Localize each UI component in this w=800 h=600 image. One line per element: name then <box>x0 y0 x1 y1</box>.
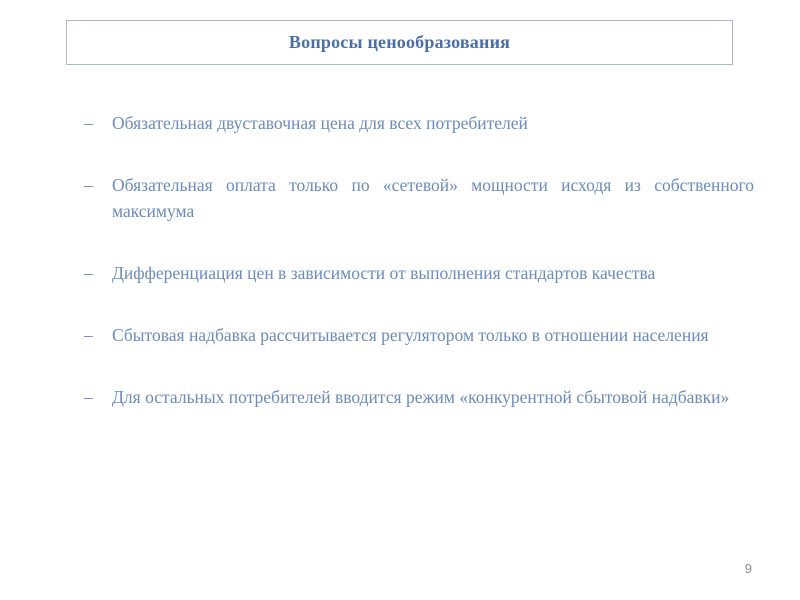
bullet-item <box>84 384 754 410</box>
page-number: 9 <box>744 561 752 576</box>
slide-title-box <box>66 20 733 65</box>
bullet-text: Обязательная оплата только по «сетевой» мощности исходя из собственного максимума <box>112 175 754 221</box>
bullet-item <box>84 172 754 224</box>
bullet-list <box>84 110 754 410</box>
bullet-text: Сбытовая надбавка рассчитывается регулятором только в отношении населения <box>112 325 709 345</box>
bullet-dash: – <box>84 113 93 133</box>
bullet-text: Для остальных потребителей вводится режим «конкурентной сбытовой надбавки» <box>112 387 730 407</box>
bullet-item <box>84 322 754 348</box>
bullet-item <box>84 110 754 136</box>
bullet-dash: – <box>84 263 93 283</box>
bullet-dash: – <box>84 325 93 345</box>
bullet-text: Обязательная двуставочная цена для всех потребителей <box>112 113 528 133</box>
bullet-item <box>84 260 754 286</box>
slide-title: Вопросы ценообразования <box>288 32 511 52</box>
bullet-dash: – <box>84 387 93 407</box>
bullet-text: Дифференциация цен в зависимости от выполнения стандартов качества <box>112 263 656 283</box>
bullet-dash: – <box>84 175 93 195</box>
